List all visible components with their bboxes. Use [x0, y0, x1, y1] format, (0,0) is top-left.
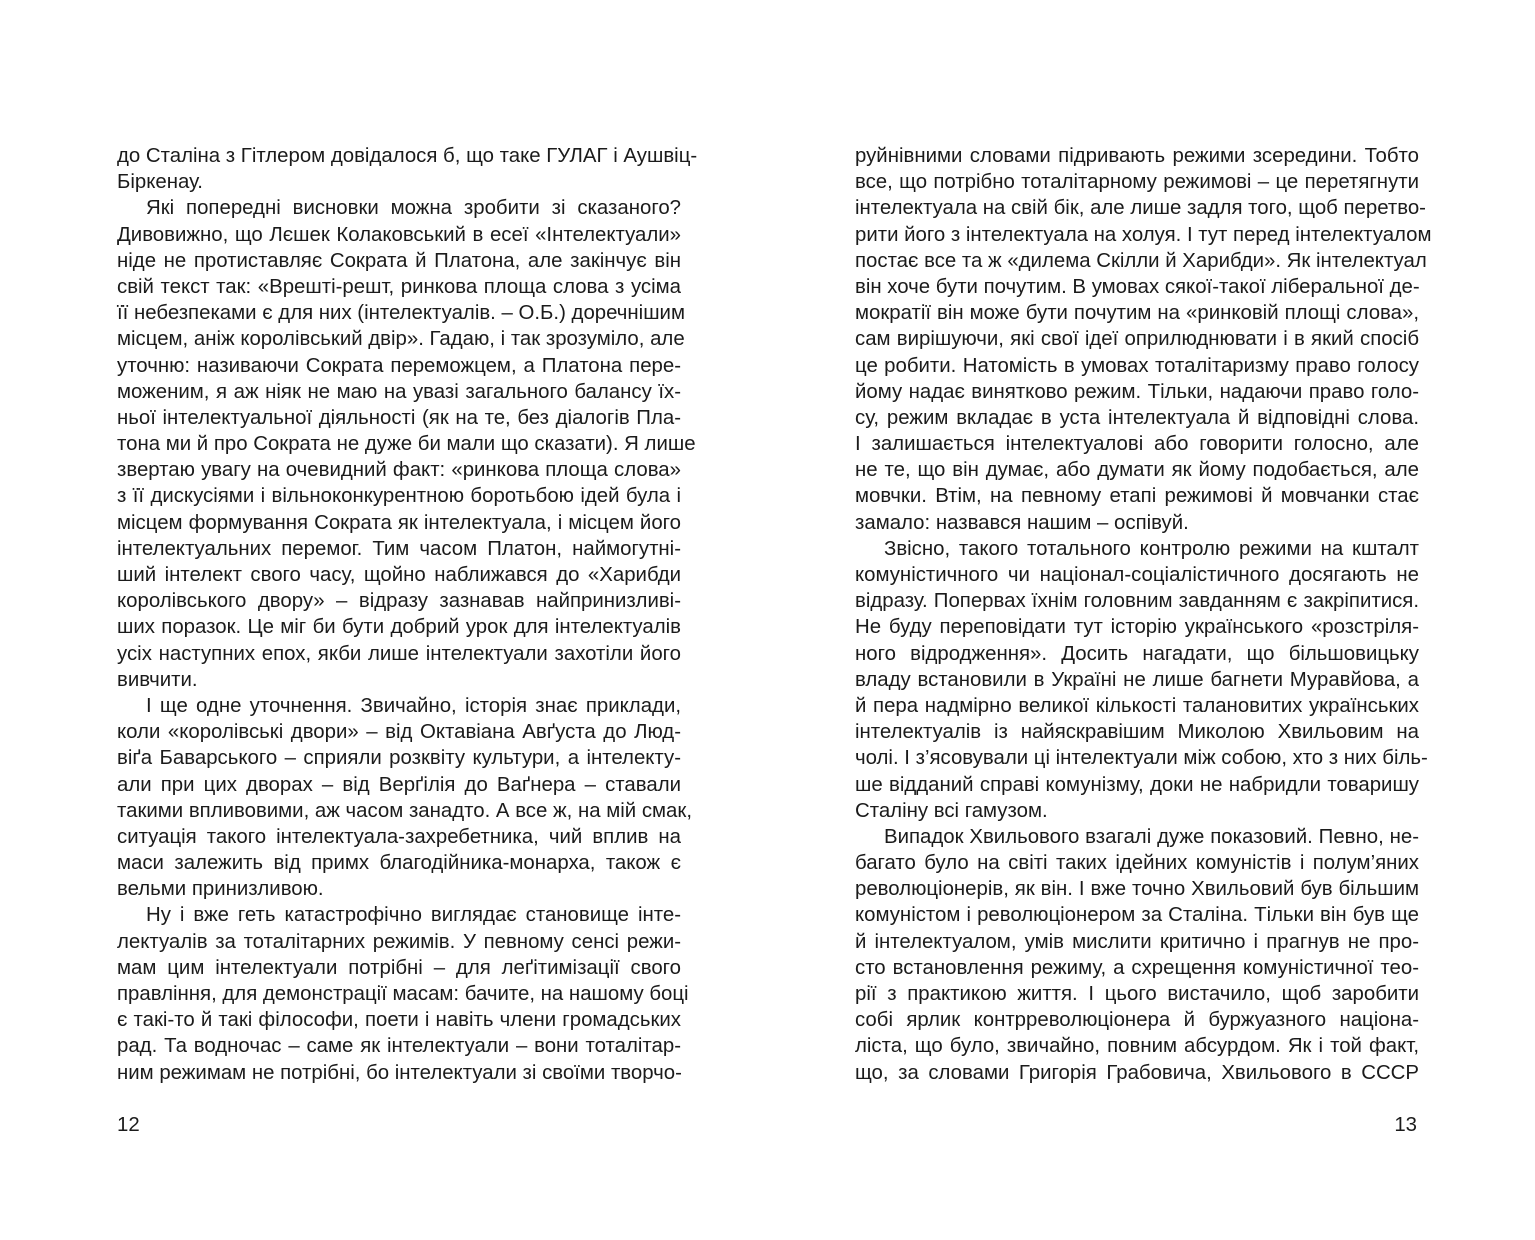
text-line: такими впливовими, аж часом занадто. А все ж, на мій смак,: [117, 799, 692, 822]
text-line: Ну і вже геть катастрофічно виглядає становище інте-: [146, 904, 681, 927]
text-line: інтелектуалів із найяскравішим Миколою Хвильовим на: [855, 721, 1419, 744]
text-line: собі ярлик контрреволюціонера й буржуазного націона-: [855, 1009, 1419, 1032]
text-line: рад. Та водночас – саме як інтелектуали – вони тоталітар-: [117, 1035, 681, 1058]
text-line: рити його з інтелектуала на холуя. І тут перед інтелектуалом: [855, 223, 1432, 246]
text-line: постає все та ж «дилема Скілли й Харибди». Як інтелектуал: [855, 249, 1427, 272]
text-line: сам вирішуючи, які свої ідеї оприлюднювати і в який спосіб: [855, 328, 1419, 351]
text-line: І залишається інтелектуалові або говорити голосно, але: [855, 433, 1419, 456]
text-line: місцем, аніж королівський двір». Гадаю, і так зрозуміло, але: [117, 328, 685, 351]
text-line: йому надає винятково режим. Тільки, надаючи право голо-: [855, 380, 1419, 403]
text-line: ньої інтелектуальної діяльності (як на те, без діалогів Пла-: [117, 406, 681, 429]
text-line: й інтелектуалом, умів мислити критично і прагнув не про-: [855, 930, 1419, 953]
text-line: коли «королівські двори» – від Октавіана Авґуста до Люд-: [117, 721, 681, 744]
text-line: вивчити.: [117, 668, 198, 691]
text-line: ним режимам не потрібні, бо інтелектуали зі своїми творчо-: [117, 1061, 682, 1084]
text-line: мократії він може бути почутим на «ринковій площі слова»,: [855, 302, 1419, 325]
text-line: сто встановлення режиму, а схрещення комуністичної тео-: [855, 956, 1419, 979]
text-line: мам цим інтелектуали потрібні – для леґітимізації свого: [117, 956, 681, 979]
text-line: інтелектуальних перемог. Тим часом Платон, наймогутні-: [117, 537, 681, 560]
text-line: Біркенау.: [117, 171, 203, 194]
text-line: руйнівними словами підривають режими зсередини. Тобто: [855, 145, 1419, 167]
text-line: лектуалів за тоталітарних режимів. У певному сенсі режи-: [117, 930, 681, 953]
text-line: вельми принизливою.: [117, 878, 324, 901]
text-line: ших поразок. Це міг би бути добрий урок для інтелектуалів: [117, 616, 681, 639]
text-line: це робити. Натомість в умовах тоталітаризму право голосу: [855, 354, 1419, 377]
text-line: її небезпеками є для них (інтелектуалів. – О.Б.) доречнішим: [117, 302, 685, 325]
right-page-text: [855, 143, 1432, 1086]
text-line: Дивовижно, що Лєшек Колаковський в есеї «Інтелектуали»: [117, 223, 681, 246]
text-line: ніде не протиставляє Сократа й Платона, але закінчує він: [117, 249, 681, 272]
text-line: моженим, я аж ніяк не маю на увазі загального балансу їх-: [117, 380, 681, 403]
text-line: али при цих дворах – від Верґілія до Ваґнера – ставали: [117, 773, 681, 796]
text-line: маси залежить від примх благодійника-монарха, також є: [117, 852, 681, 875]
text-line: місцем формування Сократа як інтелектуала, і місцем його: [117, 511, 681, 534]
left-page-text: [117, 143, 698, 1086]
text-line: все, що потрібно тоталітарному режимові – це перетягнути: [855, 171, 1419, 194]
text-line: з її дискусіями і вільноконкурентною боротьбою ідей була і: [117, 485, 681, 508]
text-line: су, режим вкладає в уста інтелектуала й відповідні слова.: [855, 406, 1419, 429]
text-line: ше відданий справі комунізму, доки не набридли товаришу: [855, 773, 1419, 796]
text-line: не те, що він думає, або думати як йому подобається, але: [855, 459, 1419, 482]
text-line: що, за словами Григорія Грабовича, Хвильового в СССР: [855, 1061, 1419, 1084]
text-line: Не буду переповідати тут історію українського «розстріля-: [855, 616, 1419, 639]
text-line: революціонерів, як він. І вже точно Хвильовий був більшим: [855, 878, 1419, 901]
text-line: інтелектуала на свій бік, але лише задля того, щоб перетво-: [855, 197, 1426, 220]
text-line: ший інтелект свого часу, щойно наближався до «Харибди: [117, 564, 681, 586]
left-page-number: 12: [117, 1114, 140, 1136]
text-line: комуністом і революціонером за Сталіна. Тільки він був ще: [855, 904, 1419, 927]
text-line: віґа Баварського – сприяли розквіту культури, а інтелекту-: [117, 747, 681, 770]
text-line: тона ми й про Сократа не дуже би мали що сказати). Я лише: [117, 433, 696, 456]
text-line: мовчки. Втім, на певному етапі режимові й мовчанки стає: [855, 485, 1419, 508]
text-line: чолі. І з’ясовували ці інтелектуали між собою, хто з них біль-: [855, 747, 1428, 770]
left-page: [0, 0, 767, 1240]
text-line: Сталіну всі гамузом.: [855, 799, 1048, 822]
text-line: й пера надмірно великої кількості талановитих українських: [855, 694, 1419, 717]
text-line: ного відродження». Досить нагадати, що більшовицьку: [855, 642, 1419, 665]
right-page-number: 13: [1394, 1114, 1417, 1136]
text-line: звертаю увагу на очевидний факт: «ринкова площа слова»: [117, 459, 681, 482]
right-page: [768, 0, 1535, 1240]
text-line: відразу. Поперваx їхнім головним завданням є закріпитися.: [855, 590, 1419, 613]
text-line: замало: назвався нашим – оспівуй.: [855, 511, 1189, 534]
text-line: правління, для демонстрації масам: бачите, на нашому боці: [117, 983, 689, 1005]
text-line: комуністичного чи націонал-соціалістичного досягають не: [855, 564, 1419, 586]
text-line: Які попередні висновки можна зробити зі сказаного?: [146, 197, 681, 220]
text-line: ліста, що було, звичайно, повним абсурдом. Як і той факт,: [855, 1035, 1419, 1058]
text-line: є такі-то й такі філософи, поети і навіть члени громадських: [117, 1009, 681, 1032]
text-line: королівського двору» – відразу зазнавав найпринизливі-: [117, 590, 681, 613]
text-line: рії з практикою життя. І цього вистачило, щоб заробити: [855, 983, 1419, 1005]
text-line: до Сталіна з Гітлером довідалося б, що таке ГУЛАГ і Аушвіц-: [117, 145, 698, 167]
text-line: І ще одне уточнення. Звичайно, історія знає приклади,: [146, 694, 681, 717]
text-line: він хоче бути почутим. В умовах сякої-такої ліберальної де-: [855, 275, 1420, 298]
text-line: Звісно, такого тотального контролю режими на кшталт: [884, 537, 1419, 560]
text-line: уточню: називаючи Сократа переможцем, а Платона пере-: [117, 354, 681, 377]
text-line: усіх наступних епох, якби лише інтелектуали захотіли його: [117, 642, 681, 665]
text-line: владу встановили в Україні не лише багнети Муравйова, а: [855, 668, 1419, 691]
text-line: Випадок Хвильового взагалі дуже показовий. Певно, не-: [884, 825, 1419, 848]
text-line: свій текст так: «Врешті-решт, ринкова площа слова з усіма: [117, 275, 681, 298]
text-line: багато було на світі таких ідейних комуністів і полум’яних: [855, 852, 1419, 875]
text-line: ситуація такого інтелектуала-захребетника, чий вплив на: [117, 825, 681, 848]
